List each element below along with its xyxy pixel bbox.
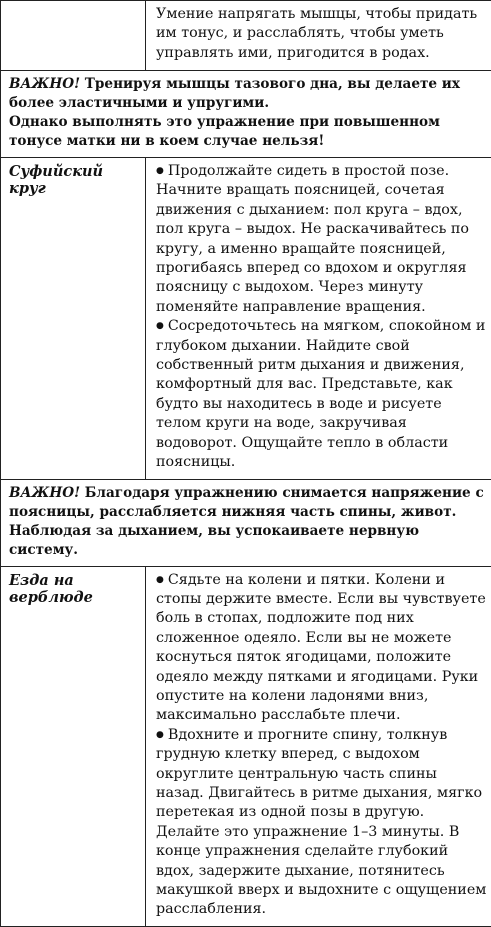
exercise-1-name: Суфийский круг [1,158,145,202]
exercise-2-name-cell [1,566,146,926]
empty-cell [1,1,146,71]
table-row-exercise-2 [1,566,491,926]
exercise-2-text-cell [146,566,491,926]
exercise-1-instructions [146,158,491,479]
note-cell-2 [1,479,491,566]
note-block-1 [1,71,491,157]
note-cell-1 [1,71,491,158]
note-1-line-1 [9,75,485,113]
intro-text: Умение напрягать мышцы, чтобы придать им тонус, и расслаблять, чтобы уметь управлять ими, пригодится в родах. [146,1,491,69]
intro-cell [146,1,491,71]
note-2-label: ВАЖНО! [9,485,80,501]
exercise-1-text-cell [146,158,491,480]
table-row-intro [1,1,491,71]
note-2-line [9,484,485,560]
note-2-text: Благодаря упражнению снимается напряжение с поясницы, расслабляется нижняя часть спины, живот. Наблюдая за дыханием, вы успокаиваете нервную систему. [9,485,484,558]
note-1-text-1: Тренируя мышцы тазового дна, вы делаете их более эластичными и упругими. [9,76,460,111]
note-1-text-2: Однако выполнять это упражнение при повышенном тонусе матки ни в коем случае нельзя! [9,113,485,151]
exercise-2-instructions [146,567,491,926]
note-block-2 [1,480,491,566]
exercise-1-name-cell [1,158,146,480]
table-row-note-1 [1,71,491,158]
note-1-label: ВАЖНО! [9,76,80,92]
table-row-note-2 [1,479,491,566]
exercise-2-name: Езда на верблюде [1,567,145,611]
exercise-1-bullet-1: ● Продолжайте сидеть в простой позе. Начните вращать поясницей, сочетая движения с дыханием: пол круга – вдох, пол круга – выдох. Не раскачивайтесь по кругу, а именно вращайте поясницей, прогибаясь вперед со вдохом и округляя поясницу с выдохом. Через минуту поменяйте направление вращения. [156,162,487,317]
table-row-exercise-1 [1,158,491,480]
exercise-2-bullet-1: ● Сядьте на колени и пятки. Колени и стопы держите вместе. Если вы чувствуете боль в стопах, подложите под них сложенное одеяло. Если вы не можете коснуться пяток ягодицами, положите одеяло между пятками и ягодицами. Руки опустите на колени ладонями вниз, максимально расслабьте плечи. [156,571,487,726]
exercise-2-bullet-2: ● Вдохните и прогните спину, толкнув грудную клетку вперед, с выдохом округлите центральную часть спины назад. Двигайтесь в ритме дыхания, мягко перетекая из одной позы в другую. Делайте это упражнение 1–3 минуты. В конце упражнения сделайте глубокий вдох, задержите дыхание, потянитесь макушкой вверх и выдохните с ощущением расслабления. [156,726,487,920]
exercise-1-bullet-2: ● Сосредоточьтесь на мягком, спокойном и глубоком дыхании. Найдите свой собственный ритм дыхания и движения, комфортный для вас. Представьте, как будто вы находитесь в воде и рисуете телом круги на воде, закручивая водоворот. Ощущайте тепло в области поясницы. [156,317,487,472]
